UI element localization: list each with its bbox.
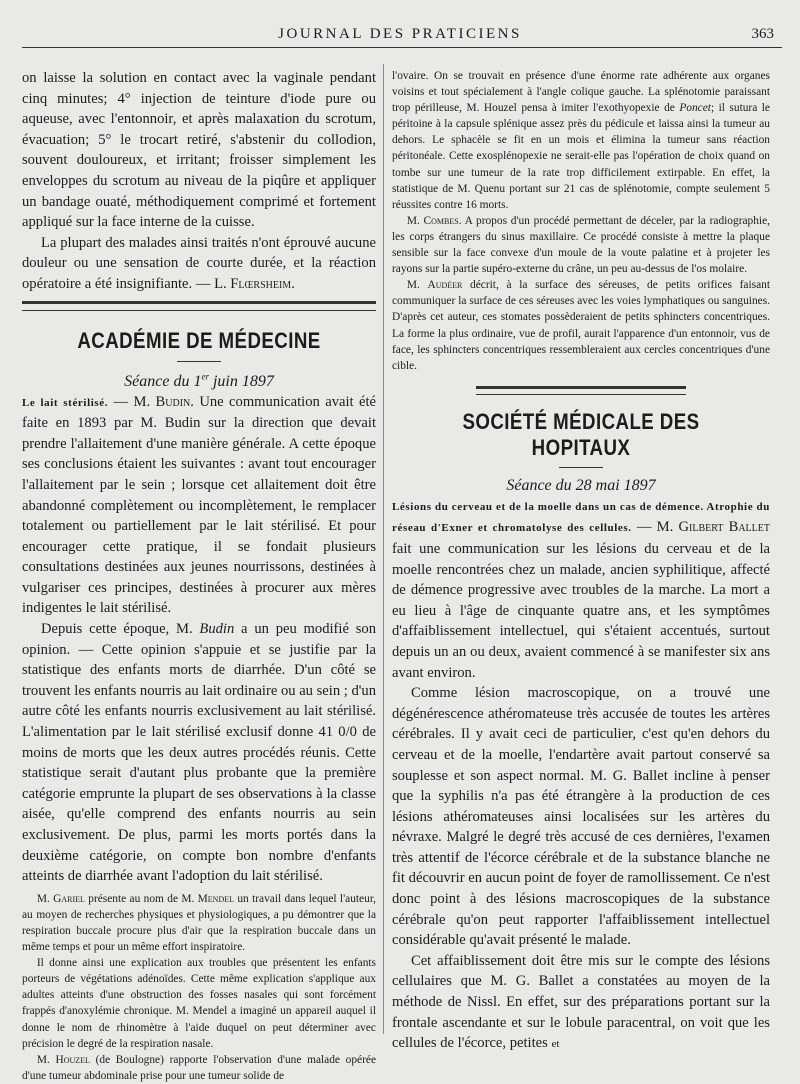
paragraph: M. Audéer décrit, à la surface des séreuses, de petits orifices faisant communiquer la surface de ces séreuses avec les voies lymphatiques ou sanguines. D'après cet auteur, ces stomates possèderaient de petits sphincters concentriques. La forme la plus ordinaire, vue de profil, aurait l'apparence d'un entonnoir, vus de face, les sphincters concentriques ressembleraient aux cercles concentriques d'une cible. <box>392 279 770 372</box>
author-name: Poncet <box>679 102 711 115</box>
author-name: Budin <box>199 621 235 638</box>
title-underline <box>559 467 603 468</box>
header-rule <box>22 47 782 48</box>
paragraph: M. Combes. A propos d'un procédé permettant de déceler, par la radiographie, les corps étrangers du sinus maxillaire. Ce procédé consiste à mettre la plaque sensible sur la face convexe d'un moule de la voute palatine et à projeter les rayons sur la partie supéro-externe du crâne, un peu au-dessus de l'os molaire. <box>392 214 770 276</box>
page-number: 363 <box>751 26 774 42</box>
paragraph: Cet affaiblissement doit être mis sur le compte des lésions cellulaires que M. G. Ballet a constatées au moyen de la méthode de Nissl. En effet, sur des préparations portant sur la frontale ascendante et sur le lobule paracentral, on voit que les cellules de l'écorce, petites et <box>392 952 770 1052</box>
left-column <box>22 68 376 1084</box>
author-name: Budin. <box>155 393 194 410</box>
paragraph <box>22 233 376 295</box>
section-title: ACADÉMIE DE MÉDECINE <box>77 327 321 353</box>
author-name: Audéer <box>427 279 463 292</box>
paragraph-text: La plupart des malades ainsi traités n'ont éprouvé aucune douleur ou une sensation de courte durée, et la réaction opératoire a été insignifiante. — L. <box>22 234 376 292</box>
section-rule <box>476 386 686 395</box>
author-name: Gilbert Ballet <box>678 519 770 536</box>
author-name: Gariel <box>53 892 85 905</box>
author-name: Combes. <box>423 214 462 227</box>
paragraph: Depuis cette époque, M. Budin a un peu modifié son opinion. — Cette opinion s'appuie et se justifie par la statistique des enfants morts de diarrhée. D'un côté se trouvent les enfants nourris au lait ordinaire ou au sein ; d'un autre côté les enfants nourris exclusivement au lait stérilisé. L'alimentation par le lait stérilisé exclusif donne 41 0/0 de moins de morts que les deux autres procédés réunis. Cette statistique serait d'autant plus probante que la première catégorie emprunte la plupart de ses observations à la classe aisée, qu'elle comprend des enfants nourris au sein exclusivement. De plus, parmi les morts portés dans la deuxième catégorie, on compte bon nombre d'enfants atteints de diarrhée avant l'adoption du lait stérilisé. <box>22 621 377 885</box>
paragraph: M. Gariel présente au nom de M. Mendel un travail dans lequel l'auteur, au moyen de recherches physiques et physiologiques, a pu démontrer que la respiration buccale procure plus d'air que la respiration buccale dans un même temps et pour un même effort inspiratoire. <box>22 892 376 954</box>
session-date: Séance du 1er juin 1897 <box>124 371 274 390</box>
paragraph: Il donne ainsi une explication aux troubles que présentent les enfants porteurs de végétations adénoïdes. Cette même explication s'applique aux adultes atteints d'une obstruction des fosses nasales qui sont forcément frappés d'anoxylémie chronique. M. Mendel a imaginé un appareil auquel il donne le nom de rhinomètre à l'aide duquel on peut déterminer avec précision le degré de la respiration nasale. <box>22 957 376 1050</box>
paragraph: Comme lésion macroscopique, on a trouvé une dégénérescence athéromateuse très accusée de toutes les artères cérébrales. Il y avait ceci de particulier, c'est qu'en dehors du cerveau et de la moelle, l'endartère avait partout conservé sa souplesse et son aspect normal. M. G. Ballet incline à penser que la syphilis n'a pas été étrangère à la production de ces lésions athéromateuses ainsi localisées sur les artères du névraxe. Malgré le degré très accusé de ces dernières, l'examen très attentif de l'écorce cérébrale et de la substance blanche ne fit découvrir en aucun point de foyer de ramollissement. Ce n'est donc point à des lésions macroscopiques de la substance cérébrale qu'on peut rapporter l'affaiblissement intellectuel considérable qu'avait présenté le malade. <box>392 685 770 949</box>
author-name: Flœrsheim. <box>230 275 295 292</box>
author-name: Mendel <box>197 892 235 905</box>
author-name: Houzel <box>55 1053 90 1066</box>
paragraph: l'ovaire. On se trouvait en présence d'une énorme rate adhérente aux organes voisins et tout spécialement à l'angle colique gauche. La splénotomie paraissant trop périlleuse, M. Houzel pensa à imiter l'exothyopexie de Poncet; il sutura le péritoine à la capsule splénique assez près du pédicule et laissa ainsi la tumeur au dehors. Le sphacèle se fit en un mois et élimina la tumeur sans réaction péritonéale. Cette exosplénopexie ne serait-elle pas l'opération de choix quand on tombe sur une tumeur de la rate trop difficilement extirpable. En effet, la statistique de M. Quenu portant sur 21 cas de splénotomie, compte seulement 5 réussites contre 16 morts. <box>392 70 770 211</box>
section-rule <box>22 301 376 311</box>
article-heading: Lésions du cerveau et de la moelle dans un cas de démence. Atrophie du réseau d'Exner et chromatolyse des cellules. <box>392 500 770 535</box>
title-underline <box>177 361 221 362</box>
paragraph: M. Houzel (de Boulogne) rapporte l'observation d'une malade opérée d'une tumeur abdominale prise pour une tumeur solide de <box>22 1053 376 1082</box>
paragraph: Lésions du cerveau et de la moelle dans un cas de démence. Atrophie du réseau d'Exner et chromatolyse des cellules. — M. Gilbert Ballet fait une communication sur les lésions du cerveau et de la moelle rencontrées chez un malade, ancien syphilitique, affecté de démence progressive avec troubles de la marche. La mort a eu lieu à l'âge de cinquante quatre ans, et les symptômes d'affaiblissement intellectuel, qui s'étaient accentués, surtout depuis un an ou deux, avaient commencé à se manifester six ans avant environ. <box>392 500 770 681</box>
running-title: JOURNAL DES PRATICIENS <box>278 26 522 42</box>
session-date: Séance du 28 mai 1897 <box>506 476 656 494</box>
article-heading: Le lait stérilisé. <box>22 396 109 409</box>
right-column <box>392 68 770 1055</box>
column-rule <box>383 64 384 1034</box>
paragraph: Le lait stérilisé. — M. Budin. Une communication avait été faite en 1893 par M. Budin sur la direction que devait prendre l'allaitement d'une manière générale. A cette époque ses conclusions étaient les suivantes : avant tout encourager l'allaitement par le sein ; lorsque cet allaitement doit être abandonné complètement ou incomplètement, le remplacer totalement ou partiellement par le lait stérilisé. Et pour encourager cette pratique, il se fondait plusieurs consultations destinées aux jeunes nourrissons, destinées à vulgariser ces principes, destinées à procurer aux mères indigentes le lait stérilisé. <box>22 393 376 617</box>
catchword: et <box>551 1038 560 1051</box>
section-title: SOCIÉTÉ MÉDICALE DES HOPITAUX <box>462 408 700 460</box>
paragraph: on laisse la solution en contact avec la vaginale pendant cinq minutes; 4° injection de teinture d'iode pure ou aqueuse, avec l'entonnoir, et après malaxation du scrotum, évacuation; 5° le trocart retiré, s'abstenir du collodion, souvent douloureux, et irritant; froisser simplement les enveloppes du scrotum au niveau de la piqûre et appliquer un bandage ouaté, méthodiquement comprimé et fortement appliqué sur la face interne de la cuisse. <box>22 70 376 231</box>
